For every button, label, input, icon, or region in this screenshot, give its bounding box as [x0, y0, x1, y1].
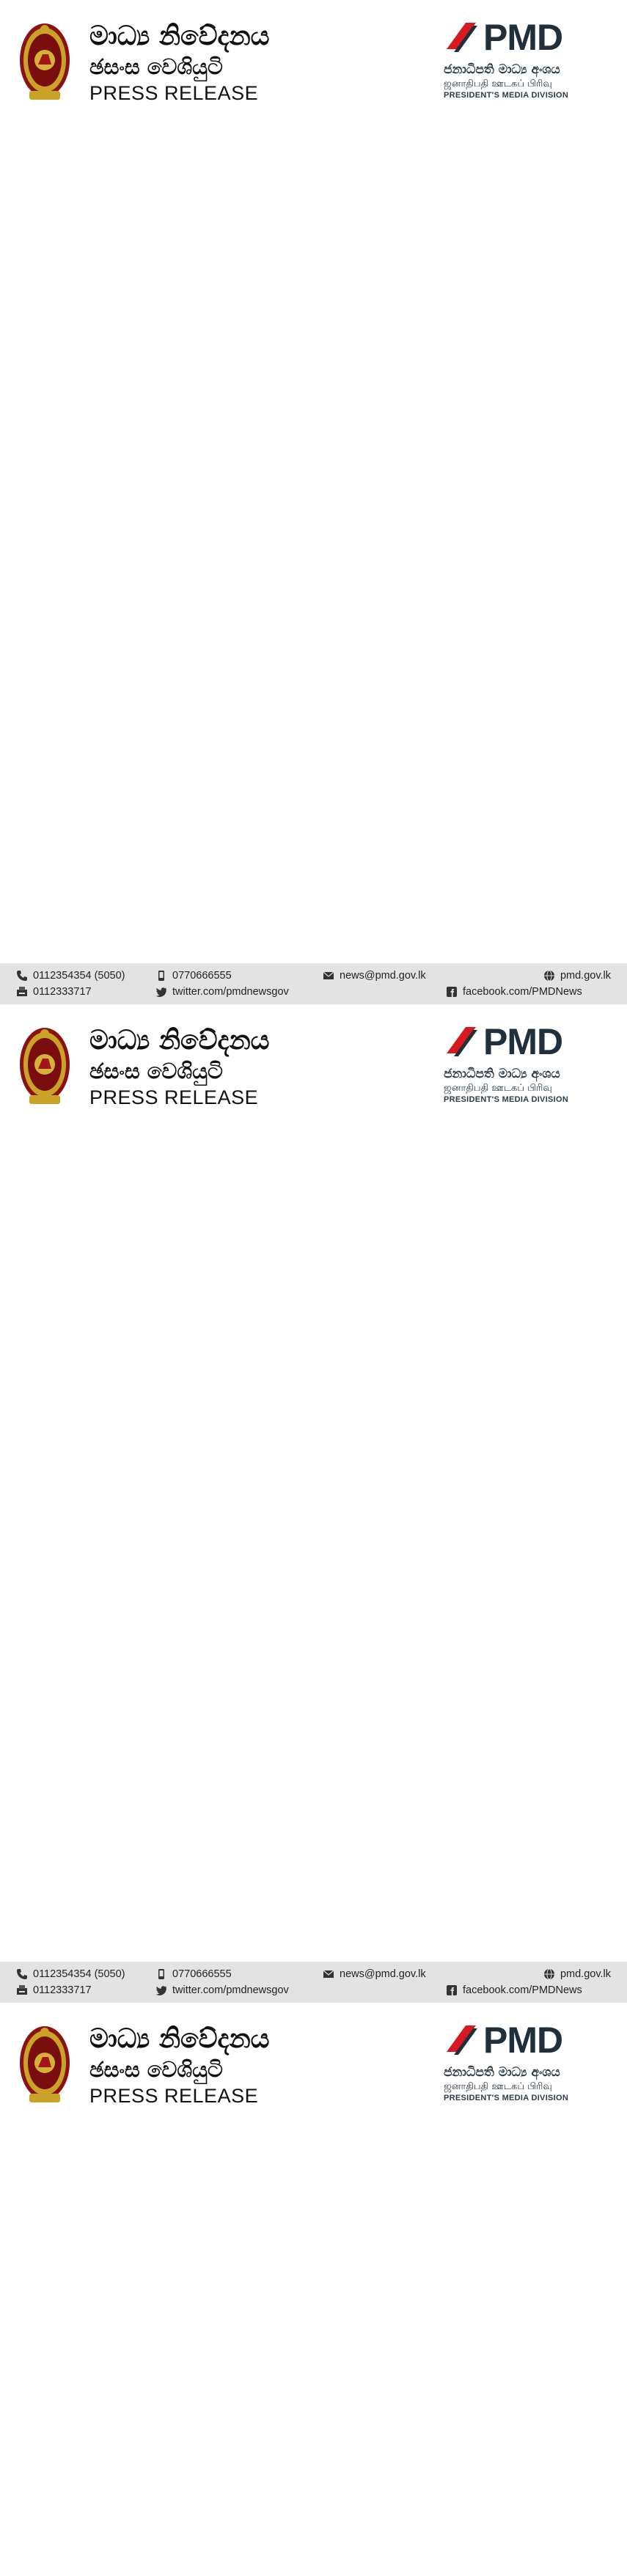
pmd-wordmark: PMD	[483, 1021, 563, 1062]
email-icon	[323, 1968, 334, 1980]
pmd-name-english: PRESIDENT'S MEDIA DIVISION	[444, 91, 569, 100]
press-release-page-3	[0, 2003, 627, 2576]
footer-phone: 0112354354 (5050)	[33, 1968, 125, 1980]
pmd-flag-icon	[444, 2023, 479, 2058]
mobile-icon	[155, 1968, 167, 1980]
national-emblem-icon	[16, 2022, 73, 2108]
letterhead	[0, 1004, 627, 1127]
footer-twitter[interactable]: twitter.com/pmdnewsgov	[172, 1984, 289, 1996]
footer-fax: 0112333717	[33, 986, 92, 998]
letterhead	[0, 0, 627, 123]
pmd-name-sinhala: ජනාධිපති මාධ්‍ය අංශය	[444, 62, 560, 77]
footer-mobile: 0770666555	[172, 970, 232, 982]
letterhead	[0, 2003, 627, 2126]
fax-icon	[16, 1984, 28, 1996]
footer-phone: 0112354354 (5050)	[33, 970, 125, 982]
title-sinhala: මාධ්‍ය නිවේදනය	[89, 21, 270, 51]
pmd-name-sinhala: ජනාධිපති මාධ්‍ය අංශය	[444, 1067, 560, 1081]
footer-facebook[interactable]: facebook.com/PMDNews	[463, 986, 582, 998]
pmd-wordmark: PMD	[483, 2020, 563, 2061]
contact-footer	[0, 963, 627, 1004]
mobile-icon	[155, 970, 167, 982]
twitter-icon	[155, 986, 167, 998]
title-english: PRESS RELEASE	[89, 1086, 259, 1108]
subtitle-sinhala: ඡසංස වෙශියුටි	[89, 2057, 223, 2082]
release-body	[0, 1127, 627, 1132]
footer-fax: 0112333717	[33, 1984, 92, 1996]
national-emblem-icon	[16, 19, 73, 106]
subtitle-sinhala: ඡසංස වෙශියුටි	[89, 1059, 223, 1083]
facebook-icon	[446, 1984, 458, 1996]
facebook-icon	[446, 986, 458, 998]
pmd-flag-icon	[444, 1024, 479, 1059]
release-body	[0, 2126, 627, 2130]
pmd-name-english: PRESIDENT'S MEDIA DIVISION	[444, 1095, 569, 1104]
pmd-logo	[444, 19, 611, 101]
title-sinhala: මාධ්‍ය නිවේදනය	[89, 1026, 270, 1056]
pmd-logo	[444, 2022, 611, 2104]
phone-icon	[16, 970, 28, 982]
footer-website[interactable]: pmd.gov.lk	[560, 970, 611, 982]
title-sinhala: මාධ්‍ය නිවේදනය	[89, 2024, 270, 2054]
pmd-name-tamil: ஜனாதிபதி ஊடகப் பிரிவு	[444, 1083, 552, 1094]
pmd-name-tamil: ஜனாதிபதி ஊடகப் பிரிவு	[444, 2081, 552, 2092]
pmd-name-english: PRESIDENT'S MEDIA DIVISION	[444, 2094, 569, 2102]
subtitle-sinhala: ඡසංස වෙශියුටි	[89, 54, 223, 79]
phone-icon	[16, 1968, 28, 1980]
release-headline	[26, 128, 601, 144]
press-release-page-1	[0, 0, 627, 1004]
release-body	[0, 123, 627, 144]
pmd-logo	[444, 1023, 611, 1105]
pmd-name-sinhala: ජනාධිපති මාධ්‍ය අංශය	[444, 2065, 560, 2080]
twitter-icon	[155, 1984, 167, 1996]
footer-website[interactable]: pmd.gov.lk	[560, 1968, 611, 1980]
footer-facebook[interactable]: facebook.com/PMDNews	[463, 1984, 582, 1996]
title-english: PRESS RELEASE	[89, 2085, 259, 2107]
pmd-wordmark: PMD	[483, 17, 563, 58]
email-icon	[323, 970, 334, 982]
footer-email[interactable]: news@pmd.gov.lk	[340, 970, 426, 982]
press-release-page-2	[0, 1004, 627, 2003]
national-emblem-icon	[16, 1023, 73, 1110]
pmd-flag-icon	[444, 20, 479, 55]
footer-email[interactable]: news@pmd.gov.lk	[340, 1968, 426, 1980]
globe-icon	[543, 1968, 555, 1980]
contact-footer	[0, 1962, 627, 2003]
globe-icon	[543, 970, 555, 982]
footer-mobile: 0770666555	[172, 1968, 232, 1980]
title-english: PRESS RELEASE	[89, 82, 259, 104]
pmd-name-tamil: ஜனாதிபதி ஊடகப் பிரிவு	[444, 78, 552, 89]
fax-icon	[16, 986, 28, 998]
footer-twitter[interactable]: twitter.com/pmdnewsgov	[172, 986, 289, 998]
